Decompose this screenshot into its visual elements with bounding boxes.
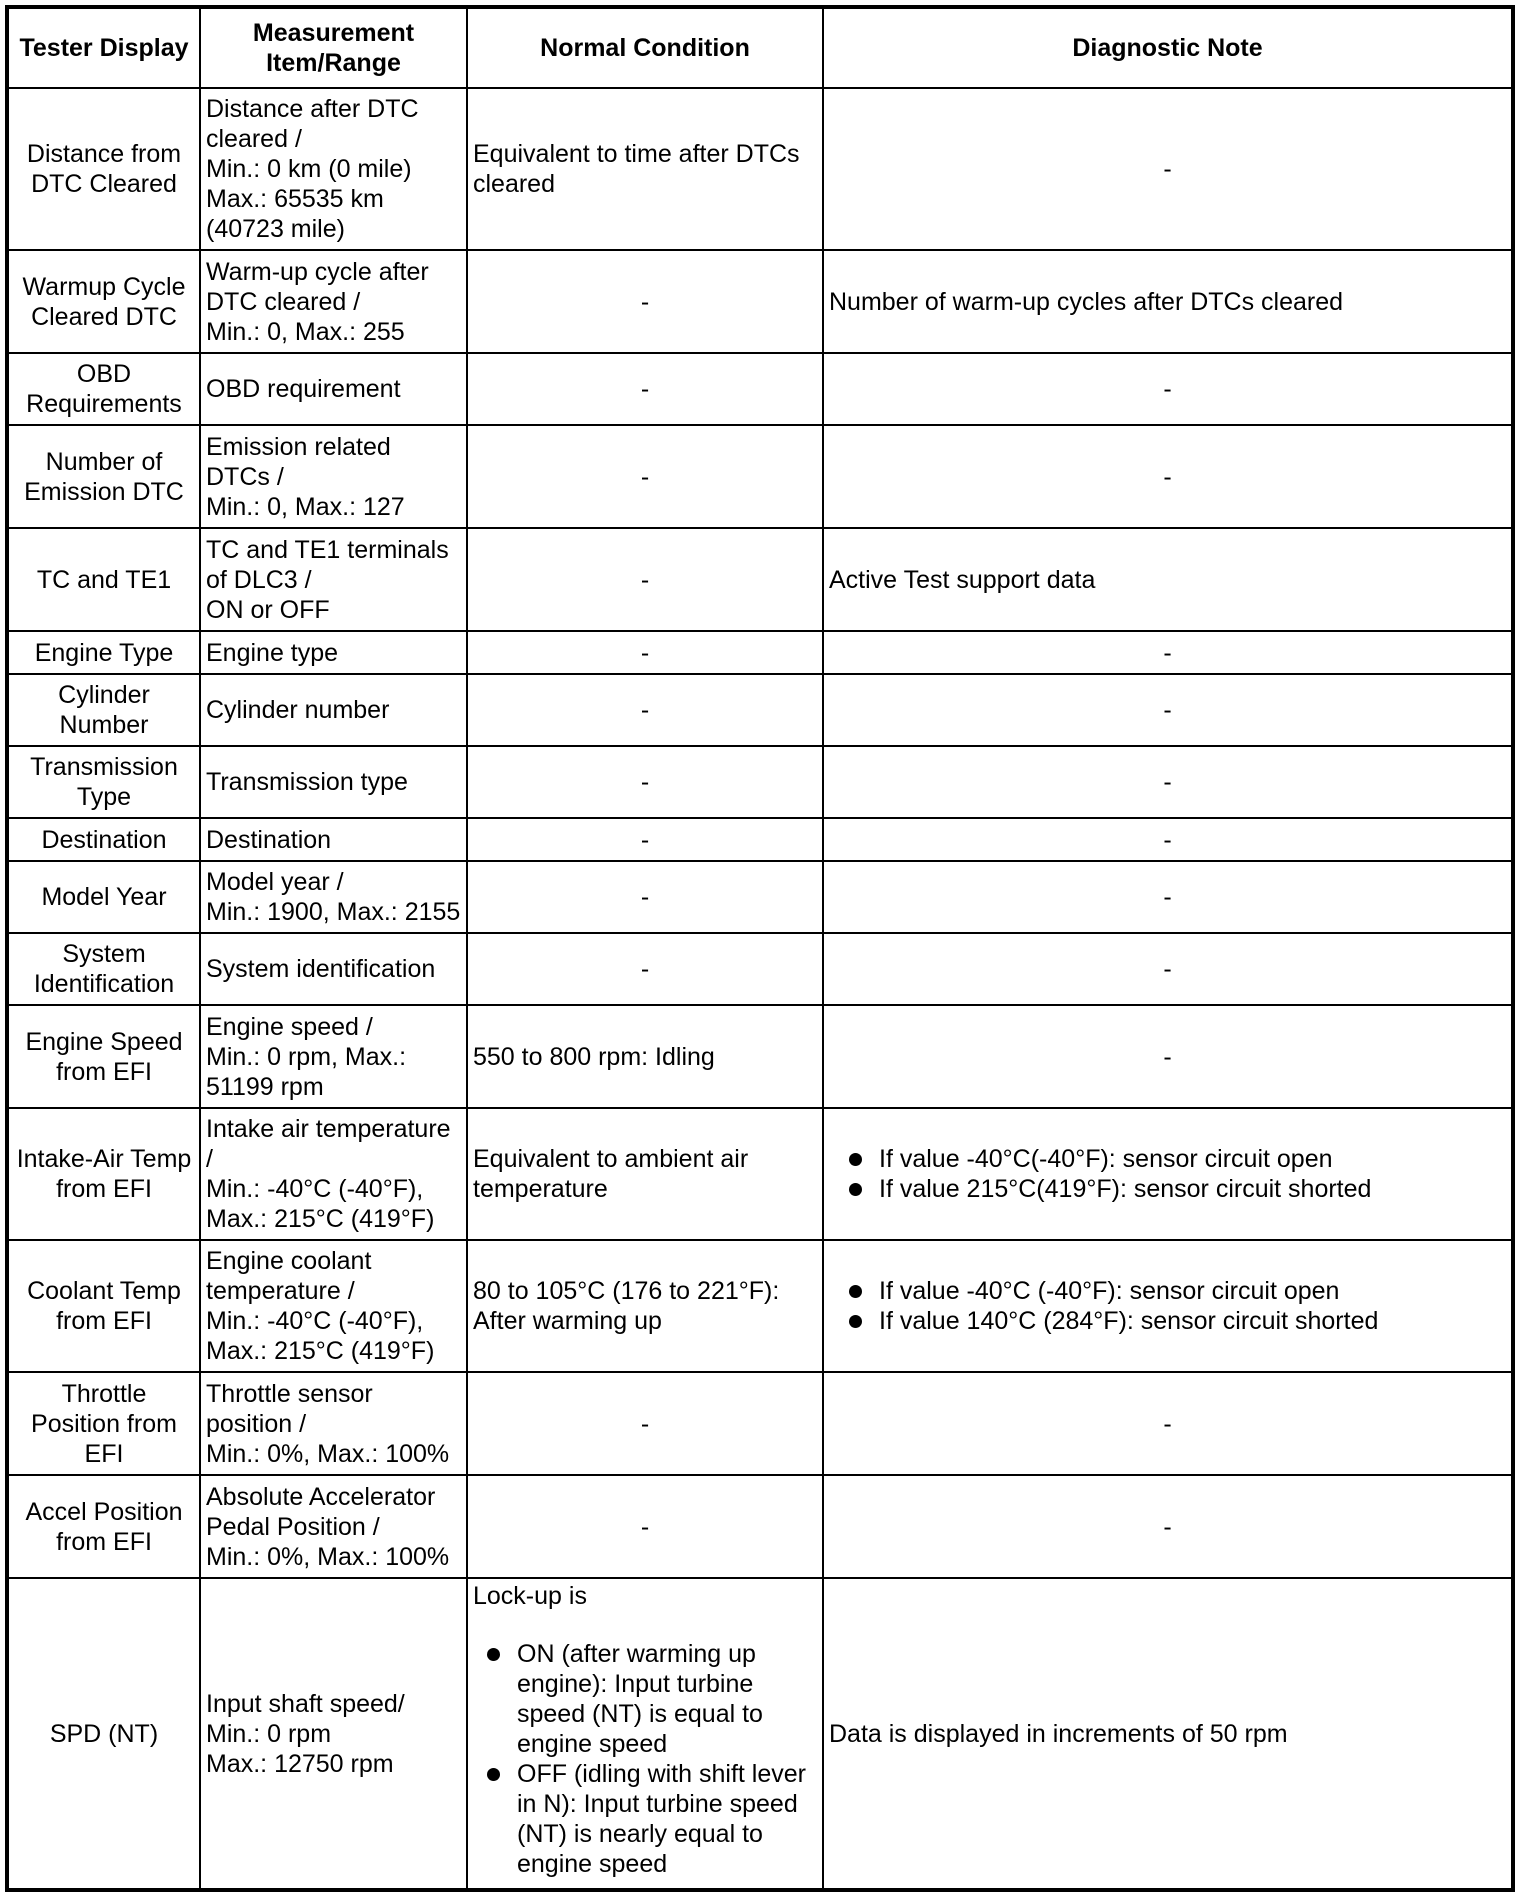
range-line: Min.: 0%, Max.: 100%: [206, 1542, 450, 1571]
table-row: [7, 1578, 1513, 1890]
header-tester-display: Tester Display: [7, 7, 200, 88]
tester-display-cell: Coolant Temp from EFI: [7, 1240, 200, 1372]
diagnostic-note-cell: -: [823, 88, 1513, 250]
header-row: [7, 7, 1513, 88]
header-normal-condition: Normal Condition: [467, 7, 823, 88]
measurement-cell: [200, 425, 467, 528]
range-line: Min.: 0 rpm: [206, 1719, 332, 1748]
tester-display-cell: Transmission Type: [7, 746, 200, 818]
diagnostic-note-cell: -: [823, 1372, 1513, 1475]
tester-display-cell: Accel Position from EFI: [7, 1475, 200, 1578]
measurement-cell: [200, 1005, 467, 1108]
tester-display-cell: OBD Requirements: [7, 353, 200, 425]
range-line: Max.: 215°C (419°F): [206, 1337, 435, 1365]
table-row: [7, 746, 1513, 818]
diagnostic-note-cell: -: [823, 631, 1513, 674]
list-item: If value 140°C (284°F): sensor circuit shorted: [879, 1306, 1506, 1336]
tester-display-cell: Warmup Cycle Cleared DTC: [7, 250, 200, 353]
diagnostic-note-cell: -: [823, 1005, 1513, 1108]
diagnostic-note-cell: -: [823, 861, 1513, 933]
list-item: ON (after warming up engine): Input turbine speed (NT) is equal to engine speed: [517, 1639, 817, 1759]
measurement-cell: [200, 250, 467, 353]
range-line: Engine coolant temperature /: [206, 1247, 372, 1305]
normal-condition-cell: Equivalent to ambient air temperature: [467, 1108, 823, 1240]
range-line: TC and TE1 terminals of DLC3 /: [206, 535, 449, 594]
table-row: [7, 88, 1513, 250]
diagnostic-note-cell: -: [823, 353, 1513, 425]
table-row: [7, 1005, 1513, 1108]
tester-display-cell: TC and TE1: [7, 528, 200, 631]
range-line: Min.: 0, Max.: 255: [206, 317, 405, 346]
table-row: [7, 1108, 1513, 1240]
normal-condition-cell: -: [467, 425, 823, 528]
table-row: [7, 250, 1513, 353]
range-line: Model year /: [206, 868, 344, 896]
normal-condition-cell: -: [467, 861, 823, 933]
tester-display-cell: System Identification: [7, 933, 200, 1005]
measurement-cell: [200, 631, 467, 674]
range-line: Max.: 65535 km (40723 mile): [206, 185, 384, 243]
header-diagnostic-note: Diagnostic Note: [823, 7, 1513, 88]
note-bullet-list: [829, 1144, 1506, 1204]
normal-condition-cell: [467, 1578, 823, 1890]
header-measurement-item: Measurement Item/Range: [200, 7, 467, 88]
tester-display-cell: Number of Emission DTC: [7, 425, 200, 528]
range-line: Max.: 12750 rpm: [206, 1749, 394, 1778]
range-line: OBD requirement: [206, 375, 401, 403]
tester-display-cell: Distance from DTC Cleared: [7, 88, 200, 250]
diagnostic-note-cell: Active Test support data: [823, 528, 1513, 631]
list-item: If value 215°C(419°F): sensor circuit shorted: [879, 1174, 1506, 1204]
range-line: Min.: 1900, Max.: 2155: [206, 898, 461, 926]
diagnostic-note-cell: -: [823, 674, 1513, 746]
range-line: Warm-up cycle after DTC cleared /: [206, 257, 429, 316]
list-item: If value -40°C (-40°F): sensor circuit open: [879, 1276, 1506, 1306]
diagnostic-note-cell: [823, 1240, 1513, 1372]
range-line: Distance after DTC cleared /: [206, 95, 419, 153]
normal-condition-cell: 80 to 105°C (176 to 221°F): After warming up: [467, 1240, 823, 1372]
range-line: System identification: [206, 955, 436, 983]
normal-condition-cell: Equivalent to time after DTCs cleared: [467, 88, 823, 250]
measurement-cell: [200, 1240, 467, 1372]
table-row: [7, 1240, 1513, 1372]
measurement-cell: [200, 88, 467, 250]
diagnostic-note-cell: -: [823, 818, 1513, 861]
tester-display-cell: Engine Type: [7, 631, 200, 674]
range-line: Absolute Accelerator Pedal Position /: [206, 1482, 436, 1541]
range-line: Cylinder number: [206, 696, 390, 724]
measurement-cell: [200, 1108, 467, 1240]
range-line: Max.: 215°C (419°F): [206, 1205, 435, 1233]
normal-bullet-list: [473, 1639, 817, 1879]
normal-condition-cell: -: [467, 250, 823, 353]
diagnostic-note-cell: Number of warm-up cycles after DTCs cleared: [823, 250, 1513, 353]
diagnostic-note-cell: -: [823, 933, 1513, 1005]
table-row: [7, 861, 1513, 933]
range-line: Destination: [206, 825, 332, 854]
table-row: [7, 353, 1513, 425]
range-line: Min.: -40°C (-40°F),: [206, 1175, 424, 1203]
diagnostic-note-cell: -: [823, 1475, 1513, 1578]
table-row: [7, 818, 1513, 861]
tester-display-cell: Model Year: [7, 861, 200, 933]
normal-condition-cell: -: [467, 631, 823, 674]
normal-condition-cell: -: [467, 353, 823, 425]
note-bullet-list: [829, 1276, 1506, 1336]
normal-condition-cell: 550 to 800 rpm: Idling: [467, 1005, 823, 1108]
measurement-cell: [200, 1475, 467, 1578]
measurement-cell: [200, 674, 467, 746]
normal-condition-cell: -: [467, 674, 823, 746]
range-line: Engine type: [206, 638, 339, 667]
range-line: Emission related DTCs /: [206, 432, 391, 491]
table-row: [7, 674, 1513, 746]
normal-condition-cell: -: [467, 528, 823, 631]
measurement-cell: [200, 1372, 467, 1475]
tester-display-cell: Cylinder Number: [7, 674, 200, 746]
table-row: [7, 631, 1513, 674]
range-line: Min.: 0 km (0 mile): [206, 155, 412, 183]
range-line: Input shaft speed/: [206, 1689, 405, 1718]
measurement-cell: [200, 933, 467, 1005]
table-row: [7, 933, 1513, 1005]
tester-display-cell: Engine Speed from EFI: [7, 1005, 200, 1108]
table-row: [7, 1475, 1513, 1578]
list-item: OFF (idling with shift lever in N): Input turbine speed (NT) is nearly equal to engine speed: [517, 1759, 817, 1879]
tester-display-cell: Destination: [7, 818, 200, 861]
range-line: Transmission type: [206, 768, 408, 796]
tester-display-cell: Throttle Position from EFI: [7, 1372, 200, 1475]
table-row: [7, 1372, 1513, 1475]
measurement-cell: [200, 528, 467, 631]
normal-condition-cell: -: [467, 933, 823, 1005]
range-line: Intake air temperature /: [206, 1115, 451, 1173]
range-line: Min.: 0 rpm, Max.: 51199 rpm: [206, 1042, 407, 1101]
normal-condition-cell: -: [467, 818, 823, 861]
range-line: Min.: -40°C (-40°F),: [206, 1307, 424, 1335]
table-row: [7, 528, 1513, 631]
measurement-cell: [200, 861, 467, 933]
list-item: If value -40°C(-40°F): sensor circuit open: [879, 1144, 1506, 1174]
table-row: [7, 425, 1513, 528]
normal-condition-cell: -: [467, 1475, 823, 1578]
range-line: ON or OFF: [206, 595, 330, 624]
tester-display-cell: SPD (NT): [7, 1578, 200, 1890]
normal-intro: Lock-up is: [473, 1582, 587, 1610]
measurement-cell: [200, 746, 467, 818]
diagnostic-note-cell: -: [823, 746, 1513, 818]
diagnostic-note-cell: Data is displayed in increments of 50 rpm: [823, 1578, 1513, 1890]
range-line: Throttle sensor position /: [206, 1379, 373, 1438]
measurement-cell: [200, 818, 467, 861]
range-line: Min.: 0%, Max.: 100%: [206, 1439, 450, 1468]
measurement-cell: [200, 353, 467, 425]
diagnostic-note-cell: -: [823, 425, 1513, 528]
measurement-cell: [200, 1578, 467, 1890]
diagnostic-note-cell: [823, 1108, 1513, 1240]
diagnostic-data-table: [5, 5, 1515, 1892]
normal-condition-cell: -: [467, 746, 823, 818]
range-line: Min.: 0, Max.: 127: [206, 492, 405, 521]
range-line: Engine speed /: [206, 1012, 373, 1041]
tester-display-cell: Intake-Air Temp from EFI: [7, 1108, 200, 1240]
normal-condition-cell: -: [467, 1372, 823, 1475]
